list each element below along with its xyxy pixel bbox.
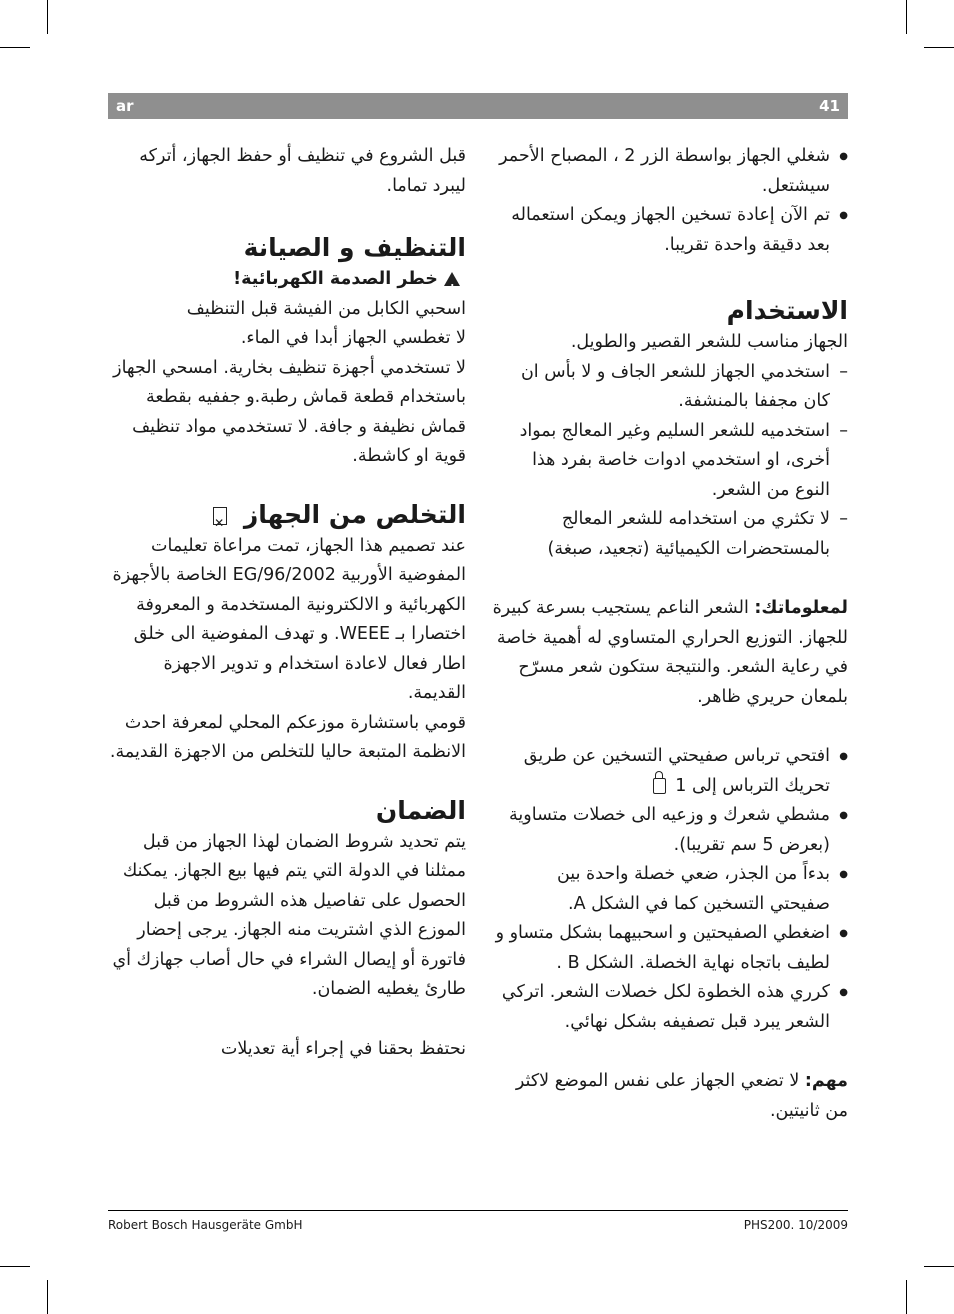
warning-icon: [444, 272, 460, 286]
list-item: ● شغلي الجهاز بواسطة الزر 2 ، المصباح الأحمر سيشتعل.: [492, 142, 848, 201]
language-code: ar: [116, 97, 134, 115]
list-item: – استخدمي الجهاز للشعر الجاف و لا بأس ان كان مجففا بالمنشفة.: [492, 358, 848, 417]
crop-mark: [47, 0, 48, 34]
disposal-heading: التخلص من الجهاز ✕: [108, 498, 466, 532]
crop-mark: [924, 47, 954, 48]
crop-mark: [906, 1280, 907, 1314]
cleaning-line: اسحبي الكابل من الفيشة قبل التنظيف: [186, 298, 466, 319]
list-item: ● كرري هذه الخطوة لكل خصلات الشعر. اتركي الشعر يبرد قبل تصفيفه بشكل نهائي.: [492, 978, 848, 1037]
crop-mark: [906, 0, 907, 34]
cleaning-line: لا تغطسي الجهاز أبدا في الماء.: [240, 328, 466, 348]
shock-warning: ! خطر الصدمة الكهربائية!: [108, 265, 466, 295]
crop-mark: [0, 47, 30, 48]
left-column: [108, 142, 466, 1064]
list-item: ● مشطي شعرك و وزعيه الى خصلات متساوية (بعرض 5 سم تقريبا).: [492, 801, 848, 860]
important-label: مهم:: [804, 1071, 848, 1091]
right-column: [492, 142, 848, 1126]
info-text: الشعر الناعم يستجيب بسرعة كبيرة للجهاز. التوزيع الحراري المتساوي له أهمية خاصة في رعاية الشعر. والنتيجة ستكون شعر مسرّح بلمعان حريري ظاهر.: [492, 598, 848, 707]
crop-mark: [47, 1280, 48, 1314]
before-cleaning-text: قبل الشروع في تنظيف أو حفظ الجهاز، أتركه ليبرد تماما.: [139, 146, 466, 196]
disposal-text: عند تصميم هذا الجهاز، تمت مراعاة تعليمات المفوضية الأوربية EG/96/2002 الخاصة بالأجهزة الكهربائية و الالكترونية المستخدمة و المعروفة اختصارا بـ WEEE. و تهدف المفوضية الى خلق اطار فعال لاعادة استخدام و تدوير الاجهزة القديمة.: [112, 535, 466, 703]
footer-company: Robert Bosch Hausgeräte GmbH: [108, 1218, 303, 1232]
important-note: [492, 1067, 848, 1126]
warranty-text: يتم تحديد شروط الضمان لهذا الجهاز من قبل ممثلنا في الدولة التي يتم فيها بيع الجهاز. يمكنك الحصول على تفاصيل هذه الشروط من قبل الموزع الذي اشتريت منه الجهاز. يرجى إحضار فاتورة أو إيصال الشراء في حال أصاب جهازك أي طارئ يغطيه الضمان.: [112, 831, 466, 999]
cleaning-line: لا تستخدمي أجهزة تنظيف بخارية. امسحي الجهاز باستخدام قطعة قماش رطبة.و جففيه بقطعة قماش نظيفة و جافة. لا تستخدمي مواد تنظيف قوية او كاشطة.: [113, 357, 466, 466]
crossed-bin-icon: [213, 507, 227, 525]
crop-mark: [0, 1266, 30, 1267]
rights-text: نحتفظ بحقنا في إجراء أية تعديلات: [220, 1038, 466, 1059]
usage-text: الجهاز مناسب للشعر القصير والطويل.: [570, 332, 848, 352]
crop-mark: [924, 1266, 954, 1267]
disposal-text-2: قومي باستشارة موزعكم المحلي لمعرفة احدث الانظمة المتبعة حاليا للتخلص من الاجهزة القديمة.: [109, 712, 466, 762]
list-item: – استخدميه للشعر السليم وغير المعالج بمواد أخرى، او استخدمي ادوات خاصة بفرد هذا النوع من الشعر.: [492, 417, 848, 506]
unlock-icon: [653, 778, 666, 794]
usage-list: [492, 358, 848, 565]
important-text: لا تضعي الجهاز على نفس الموضع لاكثر من ثانيتين.: [515, 1071, 848, 1121]
list-item: ● افتحي ترباس صفيحتي التسخين عن طريق تحريك الترباس إلى 1: [492, 742, 848, 801]
list-item: ● اضغطي الصفيحتين و اسحبيهما بشكل متساو و لطيف باتجاه نهاية الخصلة. الشكل B .: [492, 919, 848, 978]
info-note: [492, 594, 848, 712]
footer-model-date: PHS200. 10/2009: [743, 1218, 848, 1232]
warranty-heading: الضمان: [375, 795, 466, 825]
page-number: 41: [819, 97, 840, 115]
list-item: ● تم الآن إعادة تسخين الجهاز ويمكن استعماله بعد دقيقة واحدة تقريبا.: [492, 201, 848, 260]
header-bar: [108, 93, 848, 119]
cleaning-heading: التنظيف و الصيانة: [243, 233, 466, 262]
footer-rule: [108, 1210, 848, 1211]
intro-bullets: [492, 142, 848, 260]
usage-heading: الاستخدام: [726, 296, 848, 325]
steps-list: [492, 742, 848, 1037]
list-item: – لا تكثري من استخدامه للشعر المعالج بالمستحضرات الكيميائية (تجعيد، صبغة): [492, 505, 848, 564]
list-item: ● بدءاً من الجذر، ضعي خصلة واحدة بين صفيحتي التسخين كما في الشكل A.: [492, 860, 848, 919]
info-label: لمعلوماتك:: [754, 598, 848, 618]
